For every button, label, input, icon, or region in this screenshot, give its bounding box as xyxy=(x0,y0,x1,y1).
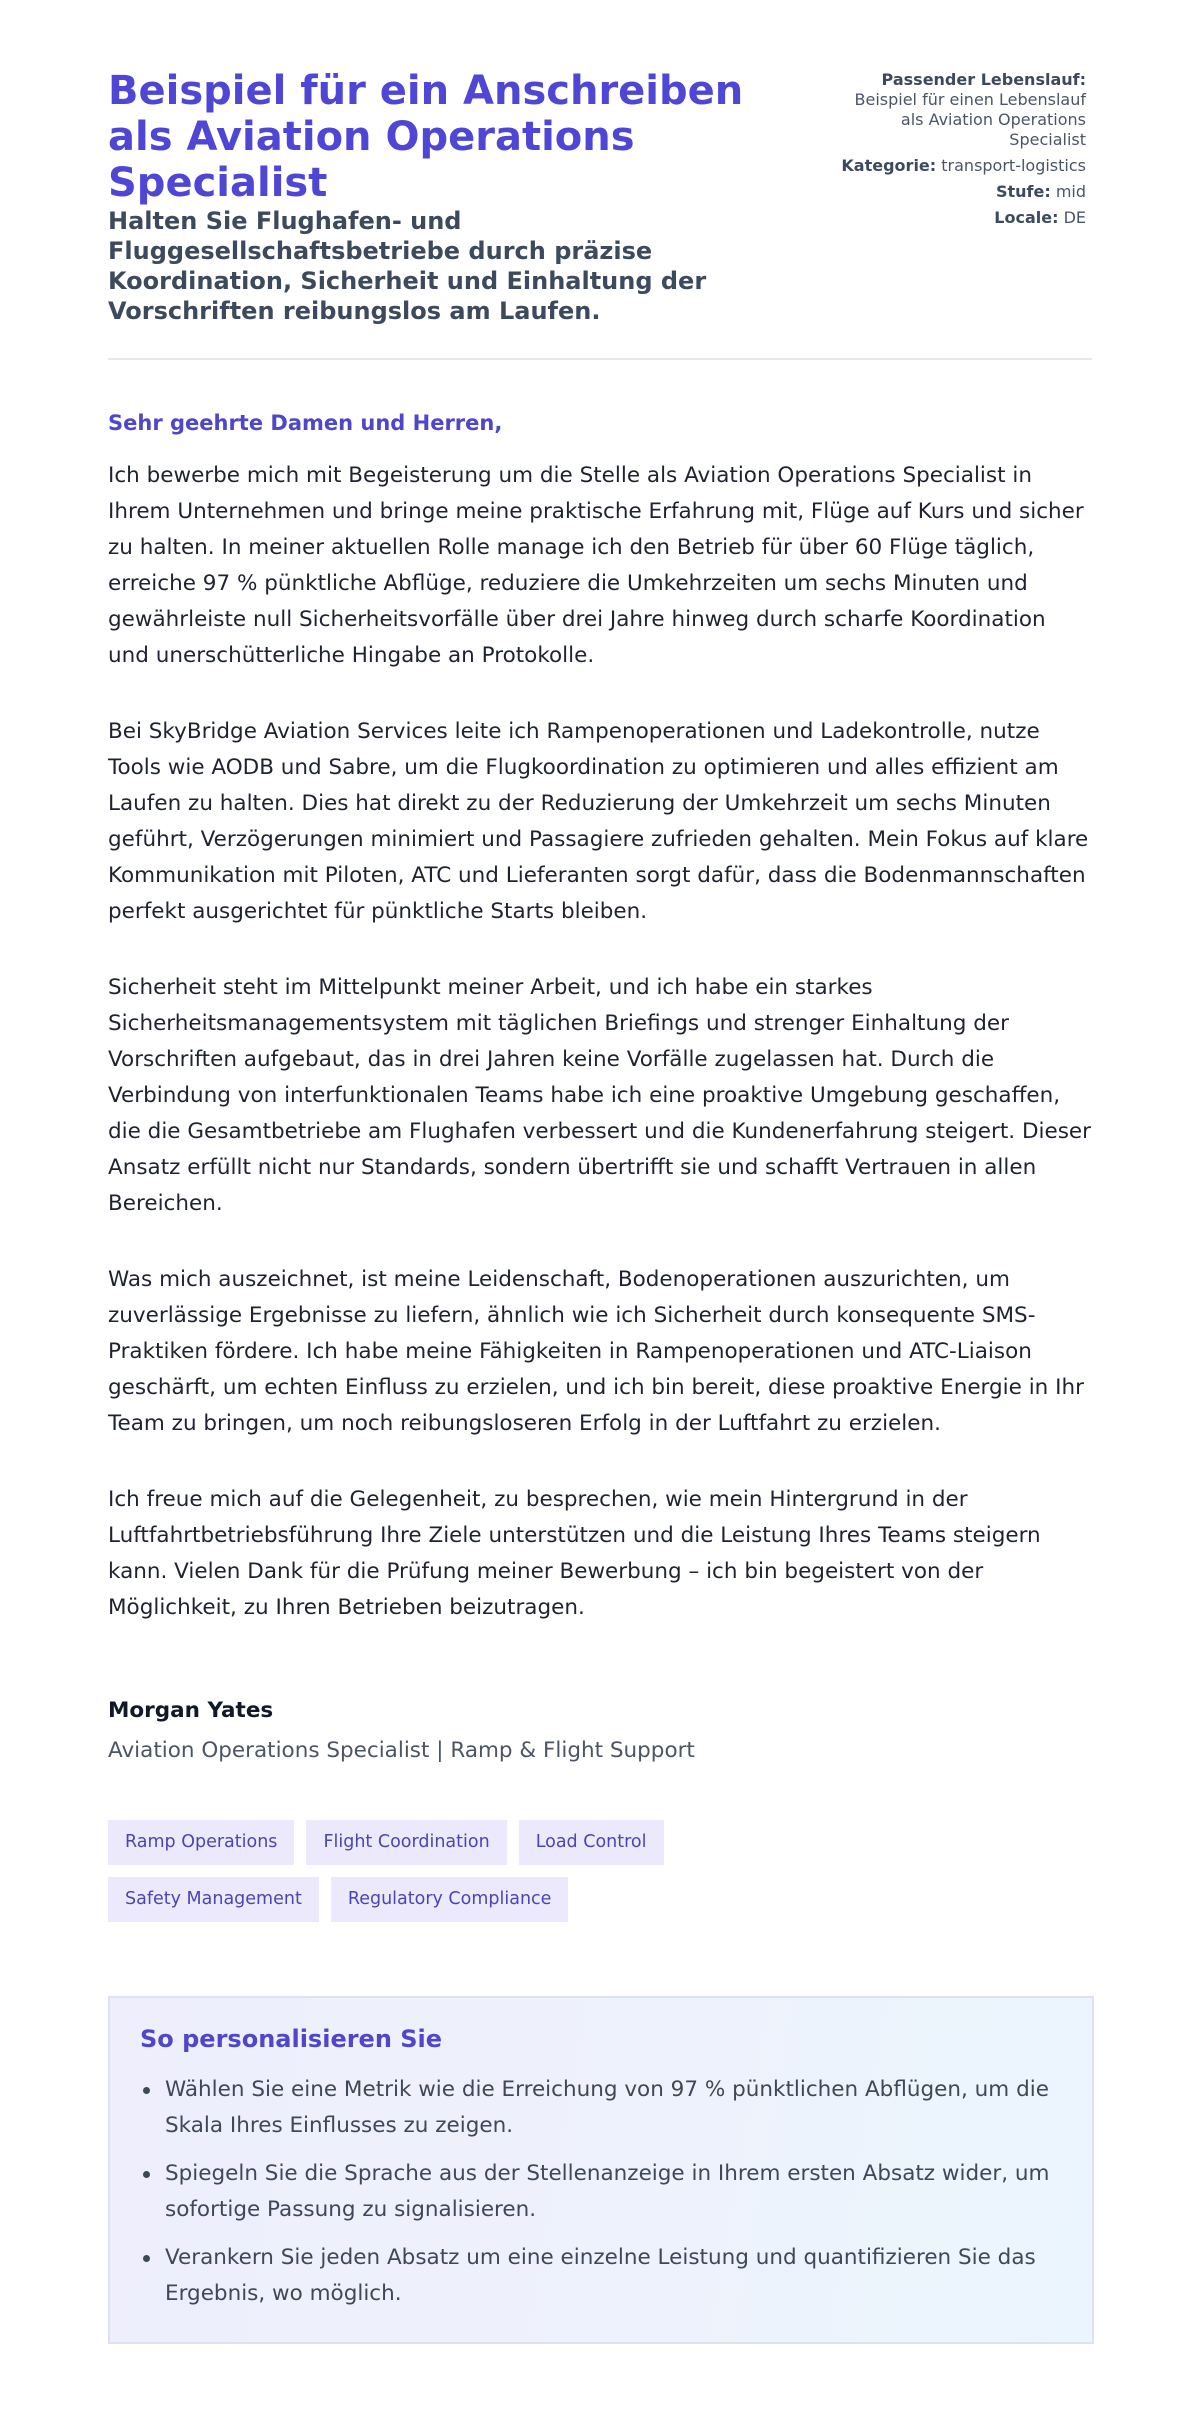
meta-level xyxy=(836,182,1086,202)
tag-load-control[interactable]: Load Control xyxy=(519,1820,664,1865)
signature-title: Aviation Operations Specialist | Ramp & Flight Support xyxy=(108,1738,695,1763)
tips-item-text: Spiegeln Sie die Sprache aus der Stellenanzeige in Ihrem ersten Absatz wider, um sofortige Passung zu signalisieren. xyxy=(165,2161,1050,2222)
tips-list-item xyxy=(140,2156,1062,2228)
tag-flight-coordination[interactable]: Flight Coordination xyxy=(306,1820,506,1865)
meta-locale xyxy=(836,208,1086,228)
meta-category-label: Kategorie: xyxy=(841,156,937,175)
tag-ramp-operations[interactable]: Ramp Operations xyxy=(108,1820,294,1865)
letter-paragraphs xyxy=(108,458,1092,1626)
tag-safety-management[interactable]: Safety Management xyxy=(108,1877,319,1922)
skill-tags xyxy=(108,1820,868,1922)
tips-list xyxy=(140,2072,1062,2312)
page-title: Beispiel für ein Anschreiben als Aviation Operations Specialist xyxy=(108,68,744,206)
meta-locale-value: DE xyxy=(1063,208,1086,227)
tips-list-item xyxy=(140,2240,1062,2312)
page-subtitle: Halten Sie Flughafen- und Fluggesellschaftsbetriebe durch präzise Koordination, Sicherheit und Einhaltung der Vorschriften reibungslos am Laufen. xyxy=(108,207,707,325)
header-titles xyxy=(108,68,758,326)
meta-resume-label: Passender Lebenslauf: xyxy=(881,70,1086,89)
letter-paragraph: Was mich auszeichnet, ist meine Leidenschaft, Bodenoperationen auszurichten, um zuverlässige Ergebnisse zu liefern, ähnlich wie ich Sicherheit durch konsequente SMS-Praktiken fördere. Ich habe meine Fähigkeiten in Rampenoperationen und ATC-Liaison geschärft, um echten Einfluss zu erzielen, und ich bin bereit, diese proaktive Energie in Ihr Team zu bringen, um noch reibungsloseren Erfolg in der Luftfahrt zu erzielen. xyxy=(108,1267,1084,1436)
tips-list-item xyxy=(140,2072,1062,2144)
tips-item-text: Wählen Sie eine Metrik wie die Erreichung von 97 % pünktlichen Abflügen, um die Skala Ihres Einflusses zu zeigen. xyxy=(165,2077,1049,2138)
salutation: Sehr geehrte Damen und Herren, xyxy=(108,411,503,435)
meta-locale-label: Locale: xyxy=(994,208,1059,227)
personalization-tips-box xyxy=(108,1996,1094,2344)
letter-paragraph: Bei SkyBridge Aviation Services leite ich Rampenoperationen und Ladekontrolle, nutze Tools wie AODB und Sabre, um die Flugkoordination zu optimieren und alles effizient am Laufen zu halten. Dies hat direkt zu der Reduzierung der Umkehrzeit um sechs Minuten geführt, Verzögerungen minimiert und Passagiere zufrieden gehalten. Mein Fokus auf klare Kommunikation mit Piloten, ATC und Lieferanten sorgt dafür, dass die Bodenmannschaften perfekt ausgerichtet für pünktliche Starts bleiben. xyxy=(108,719,1089,924)
signature-name: Morgan Yates xyxy=(108,1698,274,1723)
page-header xyxy=(108,68,1092,360)
tips-item-text: Verankern Sie jeden Absatz um eine einzelne Leistung und quantifizieren Sie das Ergebnis, wo möglich. xyxy=(165,2245,1036,2306)
meta-resume-link[interactable]: Beispiel für einen Lebenslauf als Aviation Operations Specialist xyxy=(854,90,1086,149)
meta-level-value: mid xyxy=(1055,182,1086,201)
bullet-icon xyxy=(143,2087,150,2094)
bullet-icon xyxy=(143,2255,150,2262)
meta-category xyxy=(836,156,1086,176)
letter-paragraph: Sicherheit steht im Mittelpunkt meiner Arbeit, und ich habe ein starkes Sicherheitsmanagementsystem mit täglichen Briefings und strenger Einhaltung der Vorschriften aufgebaut, das in drei Jahren keine Vorfälle zugelassen hat. Durch die Verbindung von interfunktionalen Teams habe ich eine proaktive Umgebung geschaffen, die die Gesamtbetriebe am Flughafen verbessert und die Kundenerfahrung steigert. Dieser Ansatz erfüllt nicht nur Standards, sondern übertrifft sie und schafft Vertrauen in allen Bereichen. xyxy=(108,975,1091,1216)
letter-paragraph: Ich bewerbe mich mit Begeisterung um die Stelle als Aviation Operations Specialist in Ihrem Unternehmen und bringe meine praktische Erfahrung mit, Flüge auf Kurs und sicher zu halten. In meiner aktuellen Rolle manage ich den Betrieb für über 60 Flüge täglich, erreiche 97 % pünktliche Abflüge, reduziere die Umkehrzeiten um sechs Minuten und gewährleiste null Sicherheitsvorfälle über drei Jahre hinweg durch scharfe Koordination und unerschütterliche Hingabe an Protokolle. xyxy=(108,463,1084,668)
tag-regulatory-compliance[interactable]: Regulatory Compliance xyxy=(331,1877,569,1922)
meta-category-value: transport-logistics xyxy=(941,156,1086,175)
letter-body xyxy=(108,408,1092,1626)
signature-block xyxy=(108,1696,1092,1766)
meta-matching-resume xyxy=(836,70,1086,150)
meta-level-label: Stufe: xyxy=(995,182,1051,201)
meta-info xyxy=(836,70,1086,234)
bullet-icon xyxy=(143,2171,150,2178)
letter-paragraph: Ich freue mich auf die Gelegenheit, zu besprechen, wie mein Hintergrund in der Luftfahrtbetriebsführung Ihre Ziele unterstützen und die Leistung Ihres Teams steigern kann. Vielen Dank für die Prüfung meiner Bewerbung – ich bin begeistert von der Möglichkeit, zu Ihren Betrieben beizutragen. xyxy=(108,1487,1041,1620)
tips-heading: So personalisieren Sie xyxy=(140,2025,443,2053)
